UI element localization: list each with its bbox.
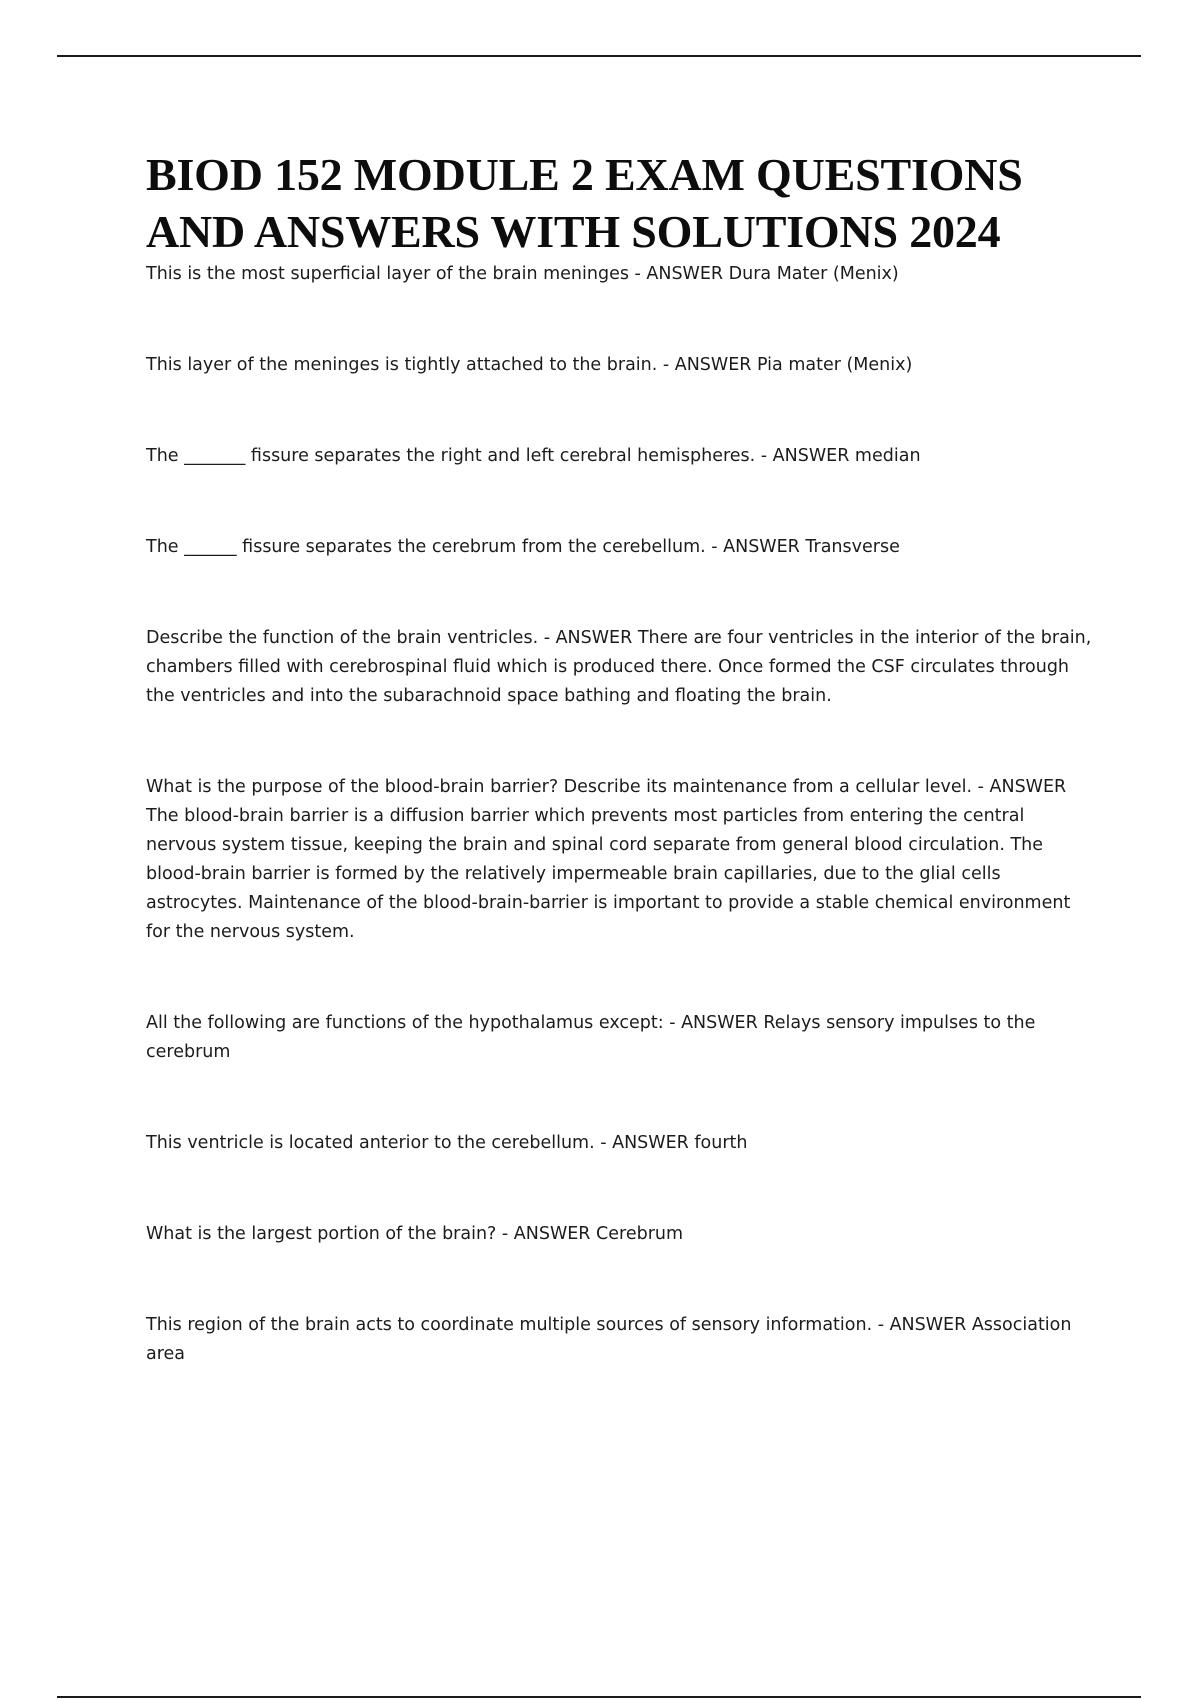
header-rule [57,55,1141,57]
qa-item: The _______ fissure separates the right and left cerebral hemispheres. - ANSWER median [146,446,921,466]
footer-rule [57,1696,1141,1698]
qa-item: All the following are functions of the hypothalamus except: - ANSWER Relays sensory impulses to the cerebrum [146,1013,1036,1062]
document-title [146,146,1096,260]
qa-item: What is the purpose of the blood-brain barrier? Describe its maintenance from a cellular level. - ANSWER The blood-brain barrier is a diffusion barrier which prevents most particles from entering the central nervous system tissue, keeping the brain and spinal cord separate from general blood circulation. The blood-brain barrier is formed by the relatively impermeable brain capillaries, due to the glial cells astrocytes. Maintenance of the blood-brain-barrier is important to provide a stable chemical environment for the nervous system. [146,777,1071,942]
question-answer-list [146,260,1096,1369]
qa-item: This region of the brain acts to coordinate multiple sources of sensory information. - ANSWER Association area [146,1315,1072,1364]
title-line-1: BIOD 152 MODULE 2 EXAM QUESTIONS [146,149,1023,200]
title-line-2: AND ANSWERS WITH SOLUTIONS 2024 [146,206,1001,257]
qa-item: This layer of the meninges is tightly attached to the brain. - ANSWER Pia mater (Menix) [146,355,913,375]
qa-item: What is the largest portion of the brain? - ANSWER Cerebrum [146,1224,684,1244]
document-body [146,146,1096,1431]
qa-item: The ______ fissure separates the cerebrum from the cerebellum. - ANSWER Transverse [146,537,900,557]
qa-item: This ventricle is located anterior to the cerebellum. - ANSWER fourth [146,1133,748,1153]
qa-item: Describe the function of the brain ventricles. - ANSWER There are four ventricles in the interior of the brain, chambers filled with cerebrospinal fluid which is produced there. Once formed the CSF circulates through the ventricles and into the subarachnoid space bathing and floating the brain. [146,628,1092,706]
qa-item: This is the most superficial layer of the brain meninges - ANSWER Dura Mater (Menix) [146,264,899,284]
